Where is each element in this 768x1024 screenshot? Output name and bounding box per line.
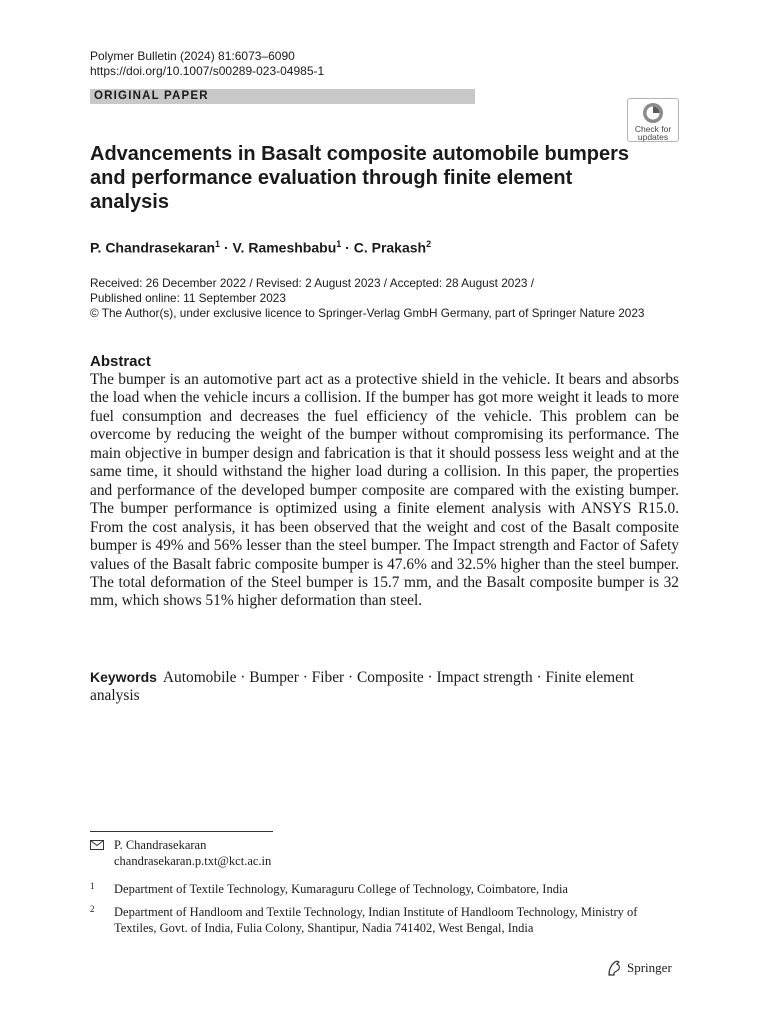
affiliation-number: 2 bbox=[90, 904, 95, 914]
copyright-notice: © The Author(s), under exclusive licence to Springer-Verlag GmbH Germany, part of Springer Nature 2023 bbox=[90, 305, 645, 320]
footnote-divider bbox=[90, 831, 273, 832]
abstract-body: The bumper is an automotive part act as a protective shield in the vehicle. It bears and absorbs the load when the vehicle incurs a collision. If the bumper has got more weight it leads to more fuel consumption and decreases the fuel efficiency of the vehicle. This problem can be overcome by reducing the weight of the bumper without compromising its performance. The main objective in bumper design and fabrication is that it should possess less weight and at the same time, it should withstand the higher load during a collision. In this paper, the properties and performance of the developed bumper composite are compared with the existing bumper. The bumper performance is optimized using a finite element analysis with ANSYS R15.0. From the cost analysis, it has been observed that the weight and cost of the Basalt composite bumper is 49% and 56% lesser than the steel bumper. The Impact strength and Factor of Safety values of the Basalt fabric composite bumper is 47.6% and 32.5% higher than the steel bumper. The total deformation of the Steel bumper is 15.7 mm, and the Basalt composite bumper is 32 mm, which shows 51% higher deformation than steel. bbox=[90, 371, 679, 610]
affiliation-number: 1 bbox=[90, 881, 95, 891]
dates-line: Published online: 11 September 2023 bbox=[90, 290, 286, 305]
author-separator: · bbox=[223, 239, 233, 256]
keywords-label: Keywords bbox=[90, 669, 157, 685]
corresponding-author-email[interactable]: chandrasekaran.p.txt@kct.ac.in bbox=[114, 853, 272, 868]
springer-horse-icon bbox=[605, 959, 623, 977]
author-list bbox=[90, 235, 431, 257]
check-updates-icon bbox=[642, 102, 664, 124]
journal-info bbox=[90, 49, 324, 79]
publisher-name: Springer bbox=[627, 960, 672, 975]
paper-type-banner: ORIGINAL PAPER bbox=[90, 89, 475, 104]
envelope-icon bbox=[90, 840, 104, 850]
author-affiliation-marker: 2 bbox=[426, 239, 432, 249]
dates-line: Received: 26 December 2022 / Revised: 2 August 2023 / Accepted: 28 August 2023 / bbox=[90, 276, 534, 290]
journal-citation: Polymer Bulletin (2024) 81:6073–6090 bbox=[90, 49, 295, 63]
author-name[interactable]: V. Rameshbabu bbox=[232, 239, 337, 256]
author-separator: · bbox=[345, 239, 354, 256]
affiliation-text: Department of Handloom and Textile Technology, Indian Institute of Handloom Technology, Ministry of Textiles, Govt. of India, Fulia Colony, Shantipur, Nadia 741402, West Bengal, India bbox=[114, 905, 638, 935]
corresponding-author-name: P. Chandrasekaran bbox=[114, 838, 207, 852]
author-name[interactable]: C. Prakash bbox=[353, 239, 427, 256]
corresponding-author bbox=[114, 838, 271, 869]
publication-history bbox=[90, 276, 644, 320]
doi-link[interactable]: https://doi.org/10.1007/s00289-023-04985-1 bbox=[90, 64, 325, 78]
publisher-logo bbox=[605, 959, 672, 977]
check-updates-label: Check for updates bbox=[634, 124, 672, 142]
keywords-section bbox=[90, 668, 679, 706]
check-for-updates-badge[interactable] bbox=[627, 98, 679, 142]
author-affiliation-marker: 1 bbox=[215, 239, 221, 249]
author-affiliation-marker: 1 bbox=[336, 239, 342, 249]
author-name[interactable]: P. Chandrasekaran bbox=[90, 239, 216, 256]
keywords-list: Automobile · Bumper · Fiber · Composite · Impact strength · Finite element analysis bbox=[90, 669, 634, 705]
abstract-heading: Abstract bbox=[90, 353, 151, 370]
affiliation-text: Department of Textile Technology, Kumaraguru College of Technology, Coimbatore, India bbox=[114, 882, 568, 896]
article-title: Advancements in Basalt composite automobile bumpers and performance evaluation through finite element analysis bbox=[90, 143, 630, 213]
